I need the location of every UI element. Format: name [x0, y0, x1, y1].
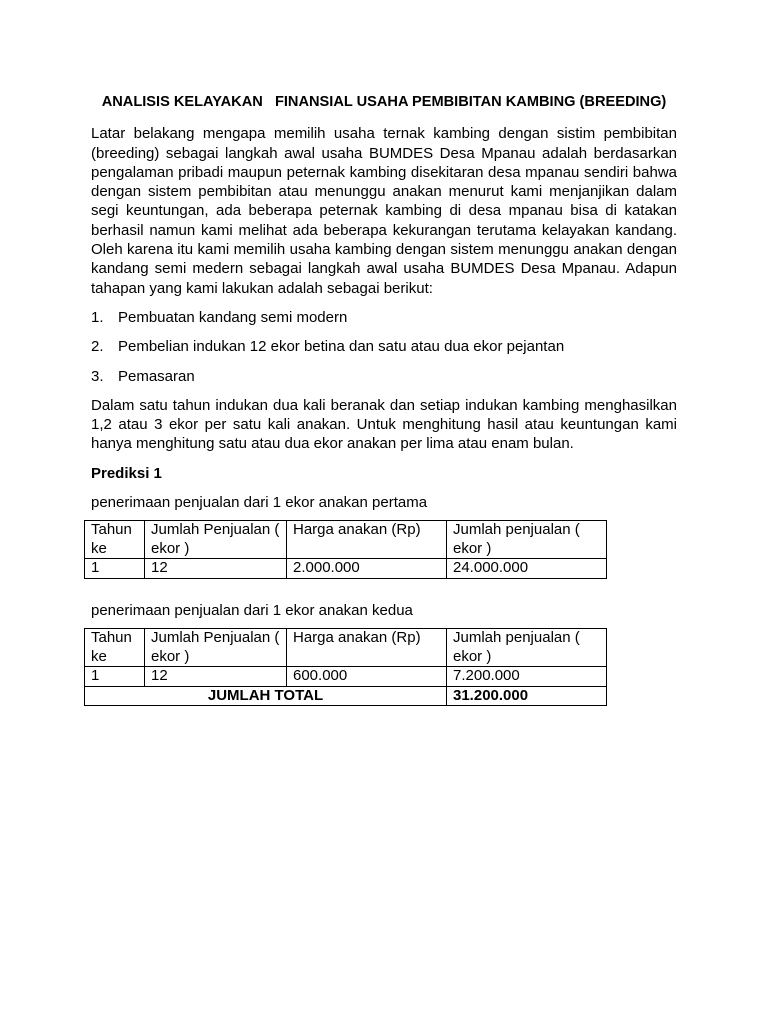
table-cell: 24.000.000 — [447, 559, 607, 579]
document-page — [91, 93, 677, 706]
list-item — [91, 308, 677, 327]
explanation-paragraph: Dalam satu tahun indukan dua kali beranak dan setiap indukan kambing menghasilkan 1,2 atau 3 ekor per satu kali anakan. Untuk menghitung hasil atau keuntungan kami hanya menghitung satu atau dua ekor anakan per lima atau enam bulan. — [91, 396, 677, 453]
intro-paragraph: Latar belakang mengapa memilih usaha ternak kambing dengan sistim pembibitan (breeding) sebagai langkah awal usaha BUMDES Desa Mpanau adalah berdasarkan pengalaman pribadi maupun peternak kambing disekitaran desa mpanau sendiri bahwa dengan sistem pembibitan atau menunggu anakan menurut kami menjanjikan dalam segi keuntungan, ada beberapa peternak kambing di desa mpanau bisa di katakan berhasil namun kami melihat ada beberapa kekurangan terutama kelayakan kandang. Oleh karena itu kami memilih usaha kambing dengan sistem menunggu anakan dengan kandang semi medern sebagai langkah awal usaha BUMDES Desa Mpanau. Adapun tahapan yang kami lakukan adalah sebagai berikut: — [91, 125, 677, 297]
sales-table-second — [84, 628, 607, 706]
table-header-row — [85, 521, 607, 559]
table-cell: 1 — [85, 559, 145, 579]
table-header-cell: Tahun ke — [85, 629, 145, 667]
spacer — [91, 579, 677, 601]
table1-caption: penerimaan penjualan dari 1 ekor anakan pertama — [91, 494, 428, 512]
table-header-cell: Jumlah Penjualan ( ekor ) — [145, 521, 287, 559]
total-label: JUMLAH TOTAL — [85, 686, 447, 706]
list-number: 3. — [91, 367, 104, 385]
list-text: Pembuatan kandang semi modern — [118, 308, 348, 326]
table-row — [85, 667, 607, 687]
document-title: ANALISIS KELAYAKAN FINANSIAL USAHA PEMBIBITAN KAMBING (BREEDING) — [101, 94, 667, 110]
table-cell: 600.000 — [287, 667, 447, 687]
prediction-heading: Prediksi 1 — [91, 464, 162, 482]
table-header-cell: Harga anakan (Rp) — [287, 521, 447, 559]
total-row — [85, 686, 607, 706]
table-cell: 12 — [145, 559, 287, 579]
list-item — [91, 337, 677, 356]
list-number: 1. — [91, 308, 104, 326]
table-row — [85, 559, 607, 579]
table-cell: 7.200.000 — [447, 667, 607, 687]
list-text: Pemasaran — [118, 367, 195, 385]
list-text: Pembelian indukan 12 ekor betina dan satu atau dua ekor pejantan — [118, 338, 565, 356]
sales-table-first — [84, 520, 607, 579]
list-number: 2. — [91, 338, 104, 356]
table-header-cell: Tahun ke — [85, 521, 145, 559]
table-header-cell: Jumlah penjualan ( ekor ) — [447, 521, 607, 559]
steps-list — [91, 308, 677, 386]
table-cell: 1 — [85, 667, 145, 687]
table-header-cell: Jumlah Penjualan ( ekor ) — [145, 629, 287, 667]
table-header-cell: Jumlah penjualan ( ekor ) — [447, 629, 607, 667]
table-cell: 2.000.000 — [287, 559, 447, 579]
table2-caption: penerimaan penjualan dari 1 ekor anakan kedua — [91, 601, 413, 619]
list-item — [91, 367, 677, 386]
table-cell: 12 — [145, 667, 287, 687]
table-header-row — [85, 629, 607, 667]
total-value: 31.200.000 — [447, 686, 607, 706]
table-header-cell: Harga anakan (Rp) — [287, 629, 447, 667]
